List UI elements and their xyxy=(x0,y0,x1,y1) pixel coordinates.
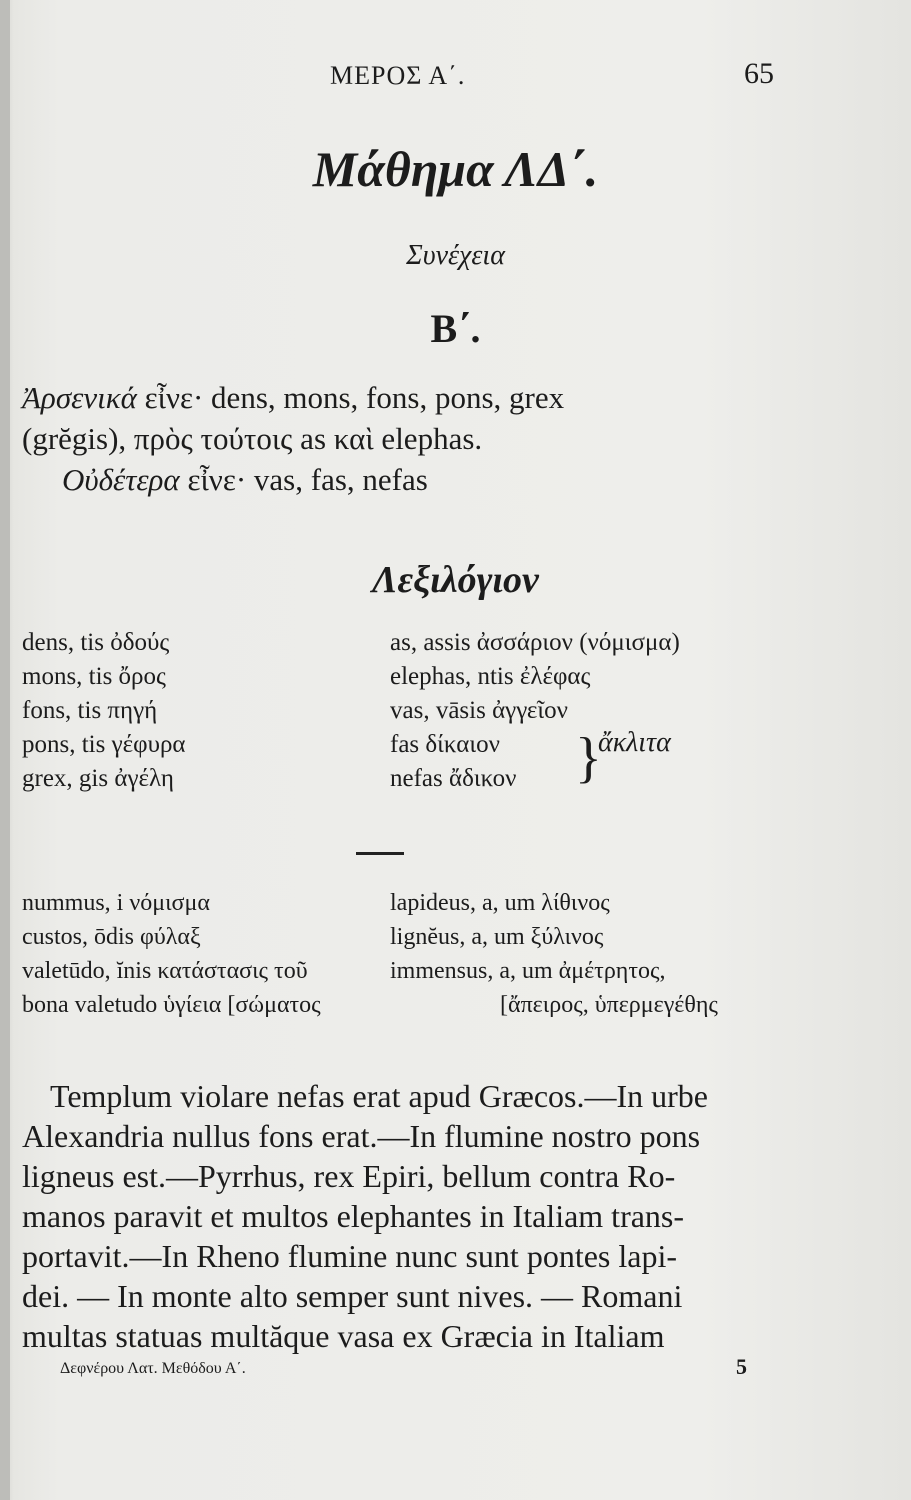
vocab-entry: elephas, ntis ἐλέφας xyxy=(390,663,591,690)
vocab2-left-column xyxy=(22,886,321,1022)
vocab-entry: immensus, a, um ἀμέτρητος, xyxy=(390,958,666,984)
brace-symbol: } xyxy=(575,727,602,789)
page-spine-shadow xyxy=(0,0,10,1500)
prose-line: multas statuas multăque vasa ex Græcia in Italiam xyxy=(22,1318,665,1354)
vocab-entry: lapideus, a, um λίθινος xyxy=(390,890,610,916)
page-number: 65 xyxy=(744,57,774,90)
exercise-paragraph xyxy=(22,1076,772,1356)
vocabulary-title: Λεξιλόγιον xyxy=(372,559,539,601)
intro-greek-masculine: Ἀρσενικά xyxy=(22,380,137,415)
lesson-subtitle: Συνέχεια xyxy=(406,240,505,271)
intro-line-2: (grĕgis), πρὸς τούτοις as καὶ elephas. xyxy=(22,421,483,456)
vocab-right-column xyxy=(390,626,680,796)
vocab-left-column xyxy=(22,626,186,796)
intro-line-3-text: εἶνε· vas, fas, nefas xyxy=(179,462,428,497)
vocab-entry: vas, vāsis ἀγγεῖον xyxy=(390,697,568,724)
prose-line: manos paravit et multos elephantes in Italiam trans- xyxy=(22,1198,685,1234)
intro-greek-neuter: Οὐδέτερα xyxy=(62,462,180,497)
vocab-entry: dens, tis ὀδούς xyxy=(22,629,170,656)
vocab-entry: valetūdo, ĭnis κατάστασις τοῦ xyxy=(22,958,308,984)
vocab-entry: mons, tis ὄρος xyxy=(22,663,166,690)
intro-line-3 xyxy=(62,462,428,498)
intro-line-1-text: εἶνε· dens, mons, fons, pons, grex xyxy=(136,380,565,415)
prose-line: dei. — In monte alto semper sunt nives. — Romani xyxy=(22,1278,683,1314)
vocab-entry: nummus, i νόμισμα xyxy=(22,890,210,916)
vocab-entry: custos, ōdis φύλαξ xyxy=(22,924,201,950)
section-divider xyxy=(356,852,404,855)
vocab-entry: fas δίκαιον xyxy=(390,731,500,758)
gathering-mark: 5 xyxy=(736,1354,747,1379)
vocab-entry: pons, tis γέφυρα xyxy=(22,731,186,758)
vocab2-right-column xyxy=(390,886,718,1022)
page-footer xyxy=(0,1352,911,1382)
running-title: ΜΕΡΟΣ Α΄. xyxy=(330,61,466,90)
running-header xyxy=(0,55,911,95)
vocab-entry: lignĕus, a, um ξύλινος xyxy=(390,924,604,950)
prose-line: portavit.—In Rheno flumine nunc sunt pontes lapi- xyxy=(22,1238,677,1274)
intro-line-1 xyxy=(22,380,564,416)
vocab-entry: bona valetudo ὑγίεια [σώματος xyxy=(22,992,321,1018)
vocab-entry: as, assis ἀσσάριον (νόμισμα) xyxy=(390,629,680,656)
vocab-entry: [ἄπειρος, ὑπερμεγέθης xyxy=(500,992,718,1018)
vocab-entry: fons, tis πηγή xyxy=(22,697,158,724)
prose-line: ligneus est.—Pyrrhus, rex Epiri, bellum contra Ro- xyxy=(22,1158,676,1194)
signature-mark: Δεφνέρου Λατ. Μεθόδου Α΄. xyxy=(60,1360,246,1377)
vocab-entry: nefas ἄδικον xyxy=(390,765,517,792)
lesson-title: Μάθημα ΛΔ΄. xyxy=(312,141,599,197)
vocab-entry: grex, gis ἀγέλη xyxy=(22,765,174,792)
brace-label: ἄκλιτα xyxy=(598,727,671,758)
section-heading: Β΄. xyxy=(430,306,481,351)
prose-line: Alexandria nullus fons erat.—In flumine nostro pons xyxy=(22,1118,701,1154)
prose-line: Templum violare nefas erat apud Græcos.—In urbe xyxy=(50,1078,708,1114)
